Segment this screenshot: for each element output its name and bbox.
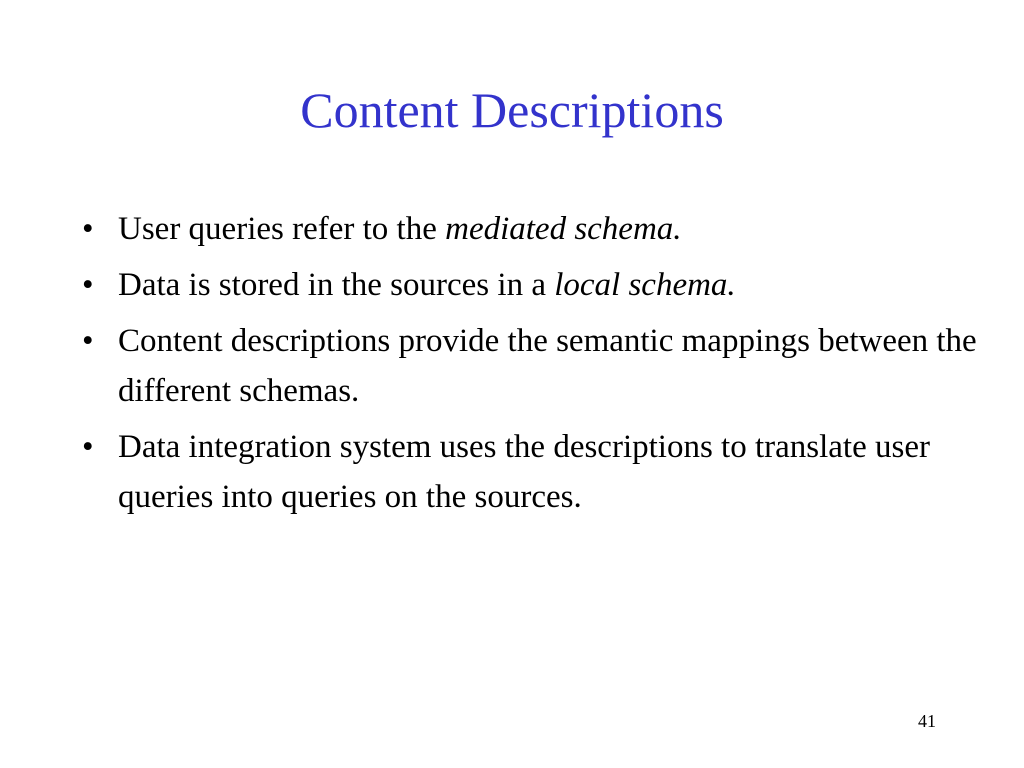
slide-title: Content Descriptions <box>300 82 724 138</box>
bullet-marker: • <box>82 211 94 247</box>
bullet-item <box>82 204 978 254</box>
bullet-text: Data is stored in the sources in a <box>118 267 555 303</box>
bullet-item <box>82 316 978 416</box>
bullet-text: User queries refer to the <box>118 211 446 247</box>
bullet-text: Data integration system uses the descriptions to translate user queries into queries on the sources. <box>118 429 930 515</box>
bullet-marker: • <box>82 267 94 303</box>
bullet-marker: • <box>82 323 94 359</box>
bullet-list <box>82 204 978 528</box>
bullet-item <box>82 260 978 310</box>
bullet-emphasis: local schema. <box>554 267 736 303</box>
bullet-marker: • <box>82 429 94 465</box>
bullet-emphasis: mediated schema. <box>445 211 682 247</box>
page-number: 41 <box>918 711 936 731</box>
bullet-item <box>82 422 978 522</box>
bullet-text: Content descriptions provide the semantic mappings between the different schemas. <box>118 323 977 409</box>
